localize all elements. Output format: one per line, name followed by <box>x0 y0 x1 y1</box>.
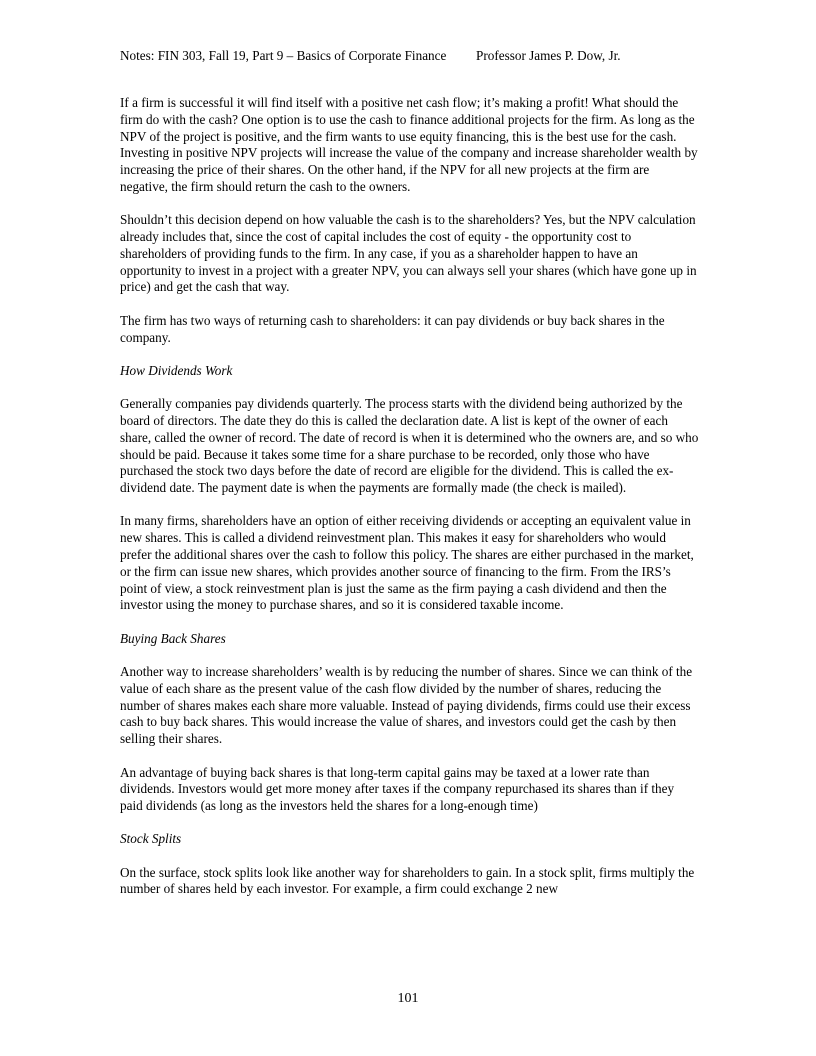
document-body <box>120 95 700 915</box>
paragraph-dividend-process: Generally companies pay dividends quarterly. The process starts with the dividend being authorized by the board of directors. The date they do this is called the declaration date. A list is kept of the owner of each share, called the owner of record. The date of record is when it is determined who the owners are, and so who should be paid. Because it takes some time for a share purchase to be recorded, only those who have purchased the stock two days before the date of record are eligible for the dividend. This is called the ex-dividend date. The payment date is when the payments are formally made (the check is mailed). <box>120 396 699 496</box>
page-number: 101 <box>397 991 419 1006</box>
paragraph-dividend-reinvestment: In many firms, shareholders have an option of either receiving dividends or accepting an equivalent value in new shares. This is called a dividend reinvestment plan. This makes it easy for shareholders who would prefer the additional shares over the cash to follow this policy. The shares are either purchased in the market, or the firm can issue new shares, which provides another source of financing to the firm. From the IRS’s point of view, a stock reinvestment plan is just the same as the firm paying a cash dividend and then the investor using the money to purchase shares, and so it is considered taxable income. <box>120 513 694 613</box>
paragraph-share-buyback: Another way to increase shareholders’ wealth is by reducing the number of shares. Since we can think of the value of each share as the present value of the cash flow divided by the number of shares, reducing the number of shares makes each share more valuable. Instead of paying dividends, firms could use their excess cash to buy back shares. This would increase the value of shares, and investors could get the cash by then selling their shares. <box>120 664 693 747</box>
paragraph-buyback-advantage: An advantage of buying back shares is that long-term capital gains may be taxed at a lower rate than dividends. Investors would get more money after taxes if the company repurchased its shares than if they paid dividends (as long as the investors held the shares for a long-enough time) <box>120 764 675 814</box>
heading-how-dividends-work: How Dividends Work <box>120 362 233 378</box>
heading-buying-back-shares: Buying Back Shares <box>120 630 226 646</box>
course-title: Notes: FIN 303, Fall 19, Part 9 – Basics of Corporate Finance <box>120 48 447 63</box>
paragraph-shareholder-value: Shouldn’t this decision depend on how valuable the cash is to the shareholders? Yes, but the NPV calculation already includes that, since the cost of capital includes the cost of equity - the opportunity cost to shareholders of providing funds to the firm. In any case, if you as a shareholder happen to have an opportunity to invest in a project with a greater NPV, you can always sell your shares (which have gone up in price) and get the cash that way. <box>120 212 697 295</box>
professor-name: Professor James P. Dow, Jr. <box>476 48 621 63</box>
heading-stock-splits: Stock Splits <box>120 831 182 847</box>
paragraph-stock-splits: On the surface, stock splits look like another way for shareholders to gain. In a stock split, firms multiply the number of shares held by each investor. For example, a firm could exchange 2 new <box>120 864 695 897</box>
page-header <box>120 47 700 64</box>
paragraph-returning-cash: The firm has two ways of returning cash to shareholders: it can pay dividends or buy back shares in the company. <box>120 312 665 345</box>
paragraph-positive-cash-flow: If a firm is successful it will find itself with a positive net cash flow; it’s making a profit! What should the firm do with the cash? One option is to use the cash to finance additional projects for the firm. As long as the NPV of the project is positive, and the firm wants to use equity financing, this is the best use for the cash. Investing in positive NPV projects will increase the value of the company and increase shareholder wealth by increasing the price of their shares. On the other hand, if the NPV for all new projects at the firm are negative, the firm should return the cash to the owners. <box>120 95 698 194</box>
